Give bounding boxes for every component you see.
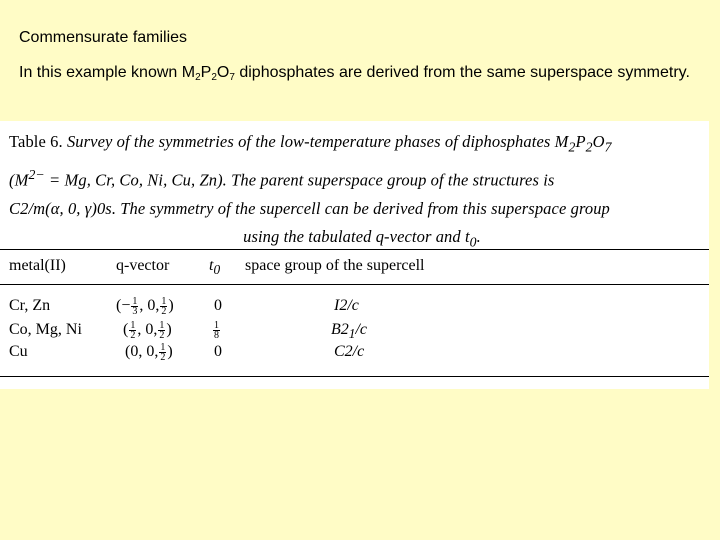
caption-text-4: using the tabulated q-vector and t: [243, 226, 470, 246]
group-pre: B2: [331, 321, 349, 338]
q-frac-b: [158, 321, 165, 340]
caption-text-1: Survey of the symmetries of the low-temperature phases of diphosphates M: [66, 132, 569, 151]
q-frac-b-num: 1: [159, 320, 165, 331]
group-post: /c: [355, 321, 367, 338]
q-close: ): [167, 343, 173, 361]
q-frac-b: [159, 343, 166, 362]
q-mid: , 0,: [139, 297, 160, 315]
q-frac-b-den: 2: [160, 352, 166, 363]
caption-o: O: [592, 132, 605, 151]
intro-sub-1: 2: [195, 72, 201, 83]
group-sub: 1: [348, 326, 356, 342]
caption-line-1: [9, 128, 705, 161]
row-qvector: [123, 321, 172, 340]
t0-frac-num: 1: [214, 320, 219, 331]
caption-open: (M: [9, 170, 29, 190]
row-qvector: [125, 343, 173, 362]
header-qvector: q-vector: [116, 257, 170, 274]
q-frac-a-num: 1: [130, 320, 136, 331]
q-frac-b-num: 1: [161, 296, 167, 307]
row-t0: 0: [214, 343, 222, 360]
t0-frac: [213, 321, 220, 340]
header-group: space group of the supercell: [245, 257, 425, 274]
intro-text-end: diphosphates are derived from the same superspace symmetry.: [234, 64, 690, 81]
row-qvector: [116, 297, 174, 316]
table-header-rule: [0, 284, 709, 285]
q-open: (0, 0,: [125, 343, 159, 361]
caption-sup: 2−: [28, 167, 45, 183]
intro-p: P: [200, 64, 212, 81]
row-group: I2/c: [334, 297, 359, 314]
caption-text-2: = Mg, Cr, Co, Ni, Cu, Zn). The parent superspace group of the structures is: [44, 170, 555, 190]
slide-intro: [19, 62, 709, 88]
row-group: C2/c: [334, 343, 365, 360]
row-group: [331, 321, 367, 342]
header-t0-t: t: [209, 257, 214, 274]
row-metal: Co, Mg, Ni: [9, 321, 82, 338]
row-metal: Cr, Zn: [9, 297, 51, 314]
t0-frac-den: 8: [214, 330, 219, 341]
row-t0: 0: [214, 297, 222, 314]
intro-o: O: [216, 64, 230, 81]
intro-sub-2: 2: [211, 72, 217, 83]
caption-line-3: C2/m(α, 0, γ)0s. The symmetry of the supercell can be derived from this superspace group: [9, 198, 610, 218]
caption-line-4: [9, 223, 705, 256]
caption-sub-0: 0: [469, 234, 477, 250]
slide-heading: Commensurate families: [19, 29, 188, 46]
q-frac-b: [160, 297, 167, 316]
table-caption: [9, 128, 705, 256]
q-mid: , 0,: [137, 321, 158, 339]
caption-sub-2a: 2: [568, 139, 576, 155]
caption-label: Table 6.: [9, 132, 63, 151]
q-frac-b-den: 2: [159, 330, 165, 341]
header-t0: [209, 257, 220, 278]
q-frac-b-den: 2: [161, 306, 167, 317]
intro-sub-3: 7: [229, 72, 235, 83]
q-frac-a: [131, 297, 138, 316]
row-metal: Cu: [9, 343, 28, 360]
q-frac-a-num: 1: [132, 296, 138, 307]
q-open: (−: [116, 297, 131, 315]
header-t0-sub: 0: [213, 262, 221, 278]
caption-sub-2b: 2: [585, 139, 593, 155]
caption-line-2: [9, 161, 705, 195]
q-open: (: [123, 321, 129, 339]
table-top-rule: [0, 249, 709, 250]
caption-p: P: [575, 132, 586, 151]
row-t0: [212, 321, 221, 340]
header-metal: metal(II): [9, 257, 66, 274]
q-frac-a-den: 2: [130, 330, 136, 341]
q-frac-a: [129, 321, 136, 340]
q-frac-a-den: 3: [132, 306, 138, 317]
table-image-panel: [0, 121, 709, 389]
q-frac-b-num: 1: [160, 342, 166, 353]
q-close: ): [166, 321, 172, 339]
caption-end: .: [476, 226, 481, 246]
intro-text-start: In this example known M: [19, 64, 196, 81]
q-close: ): [168, 297, 174, 315]
caption-sub-7: 7: [604, 139, 612, 155]
table-bottom-rule: [0, 376, 709, 377]
